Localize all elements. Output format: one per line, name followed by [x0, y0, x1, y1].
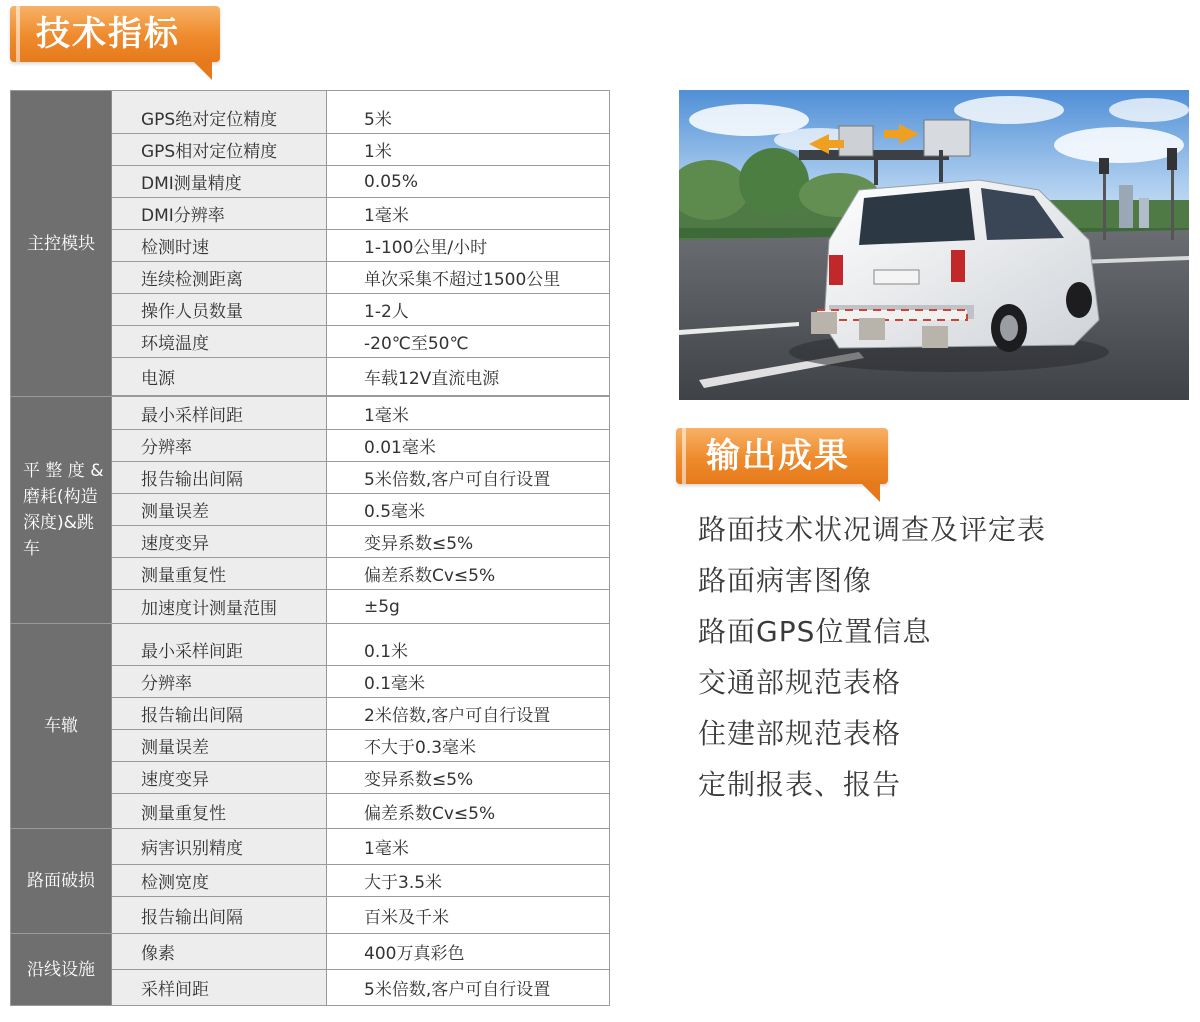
spec-key-spacer [112, 624, 327, 634]
list-item: 路面病害图像 [698, 564, 873, 597]
table-row [112, 494, 609, 526]
spec-value: 1毫米 [327, 198, 609, 229]
spec-key: 报告输出间隔 [112, 462, 327, 493]
table-row [112, 634, 609, 666]
spec-section-pavement-damage [11, 829, 609, 934]
spec-value: 不大于0.3毫米 [327, 730, 609, 761]
spec-key: 连续检测距离 [112, 262, 327, 293]
table-row [112, 526, 609, 558]
spec-value: 2米倍数,客户可自行设置 [327, 698, 609, 729]
spec-value: 变异系数≤5% [327, 526, 609, 557]
spec-value: -20℃至50℃ [327, 326, 609, 357]
table-row [112, 934, 609, 970]
spec-value: 车载12V直流电源 [327, 358, 609, 395]
spec-value: 0.01毫米 [327, 430, 609, 461]
spec-section-flatness [11, 397, 609, 624]
output-header-title: 输出成果 [706, 436, 850, 476]
spec-section-roadside-facilities [11, 934, 609, 1005]
inspection-vehicle-photo [679, 90, 1189, 400]
spec-key: GPS相对定位精度 [112, 134, 327, 165]
spec-value: 0.1米 [327, 634, 609, 665]
inspection-vehicle-illustration [679, 90, 1189, 400]
table-row [112, 762, 609, 794]
output-list [698, 504, 1046, 810]
spec-value: 百米及千米 [327, 897, 609, 933]
spec-value: 1毫米 [327, 829, 609, 864]
table-row [112, 397, 609, 430]
tag-tail-shape [860, 482, 880, 502]
list-item: 路面技术状况调查及评定表 [698, 513, 1047, 546]
table-row [112, 558, 609, 590]
spec-value: 变异系数≤5% [327, 762, 609, 793]
spec-key: 病害识别精度 [112, 829, 327, 864]
spec-key: 速度变异 [112, 526, 327, 557]
spec-table [10, 90, 610, 1006]
spec-key: DMI分辨率 [112, 198, 327, 229]
list-item: 路面GPS位置信息 [698, 615, 932, 648]
table-row [112, 326, 609, 358]
spec-key-spacer [112, 91, 327, 102]
spec-value: 1毫米 [327, 397, 609, 429]
spec-value: 5米倍数,客户可自行设置 [327, 462, 609, 493]
spec-section-main-control [11, 91, 609, 397]
spec-key: 检测宽度 [112, 865, 327, 896]
spec-key: 报告输出间隔 [112, 897, 327, 933]
spec-value: 0.1毫米 [327, 666, 609, 697]
section-label: 平 整 度 & 磨耗(构造深度)&跳车 [11, 397, 112, 623]
section-label: 车辙 [11, 624, 112, 828]
spec-key: 测量误差 [112, 494, 327, 525]
spec-key: 测量误差 [112, 730, 327, 761]
table-row [112, 462, 609, 494]
table-row [112, 865, 609, 897]
spec-value: 0.5毫米 [327, 494, 609, 525]
spec-value: 5米倍数,客户可自行设置 [327, 970, 609, 1005]
spec-value: 大于3.5米 [327, 865, 609, 896]
table-row [112, 262, 609, 294]
table-row [112, 198, 609, 230]
table-row [112, 358, 609, 396]
list-item: 住建部规范表格 [698, 717, 902, 750]
spec-key: 环境温度 [112, 326, 327, 357]
table-row [112, 698, 609, 730]
spec-key: 分辨率 [112, 430, 327, 461]
spec-value: 0.05% [327, 166, 609, 197]
section-label: 沿线设施 [11, 934, 112, 1005]
table-row [112, 430, 609, 462]
spec-key: 电源 [112, 358, 327, 395]
spec-key: 速度变异 [112, 762, 327, 793]
spec-value: 400万真彩色 [327, 934, 609, 969]
spec-value: 1-2人 [327, 294, 609, 325]
table-row [112, 730, 609, 762]
spec-header-title: 技术指标 [36, 14, 180, 54]
list-item: 定制报表、报告 [698, 768, 902, 801]
spec-key: DMI测量精度 [112, 166, 327, 197]
spec-section-rutting [11, 624, 609, 829]
table-row [112, 829, 609, 865]
spec-key: 分辨率 [112, 666, 327, 697]
table-row [112, 590, 609, 623]
spec-value: 单次采集不超过1500公里 [327, 262, 609, 293]
spec-key: 测量重复性 [112, 794, 327, 828]
spec-key: 检测时速 [112, 230, 327, 261]
spec-key: 报告输出间隔 [112, 698, 327, 729]
table-row [112, 970, 609, 1005]
table-row-spacer [112, 91, 609, 102]
spec-key: 最小采样间距 [112, 634, 327, 665]
table-row [112, 794, 609, 828]
list-item: 交通部规范表格 [698, 666, 902, 699]
spec-value: 5米 [327, 102, 609, 133]
table-row [112, 230, 609, 262]
table-row-spacer [112, 624, 609, 634]
table-row [112, 134, 609, 166]
output-header-tag [676, 428, 888, 484]
tag-tail-shape [192, 60, 212, 80]
spec-key: 采样间距 [112, 970, 327, 1005]
spec-value: ±5g [327, 590, 609, 623]
spec-key: 测量重复性 [112, 558, 327, 589]
table-row [112, 166, 609, 198]
spec-value: 1米 [327, 134, 609, 165]
spec-value: 偏差系数Cv≤5% [327, 558, 609, 589]
section-label: 路面破损 [11, 829, 112, 933]
spec-header-tag [10, 6, 220, 62]
section-label: 主控模块 [11, 91, 112, 396]
table-row [112, 294, 609, 326]
spec-value: 偏差系数Cv≤5% [327, 794, 609, 828]
table-row [112, 102, 609, 134]
table-row [112, 666, 609, 698]
spec-key: 加速度计测量范围 [112, 590, 327, 623]
spec-key: GPS绝对定位精度 [112, 102, 327, 133]
spec-key: 最小采样间距 [112, 397, 327, 429]
spec-key: 操作人员数量 [112, 294, 327, 325]
spec-value: 1-100公里/小时 [327, 230, 609, 261]
spec-key: 像素 [112, 934, 327, 969]
table-row [112, 897, 609, 933]
